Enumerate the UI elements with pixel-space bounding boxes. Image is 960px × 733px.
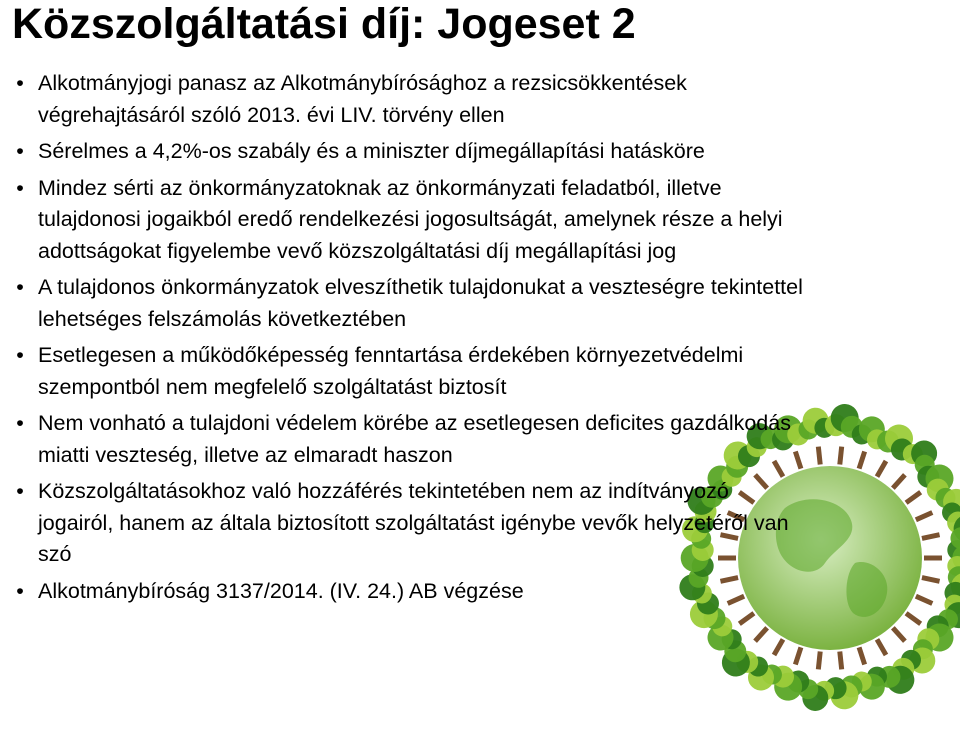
- bullet-icon: •: [16, 411, 24, 435]
- bullet-item: [10, 576, 810, 608]
- bullet-text: Alkotmányjogi panasz az Alkotmánybírósághoz a rezsicsökkentések végrehajtásáról szóló 2013. évi LIV. törvény ellen: [38, 71, 687, 127]
- bullet-icon: •: [16, 175, 24, 200]
- bullet-icon: •: [16, 275, 24, 299]
- bullet-item: [10, 408, 810, 471]
- bullet-item: [10, 68, 810, 131]
- bullet-text: Közszolgáltatásokhoz való hozzáférés tekintetében nem az indítványozó jogairól, hanem az általa biztosított szolgáltatást igénybe vevők helyzetéről van szó: [38, 479, 789, 566]
- bullet-item: [10, 136, 810, 168]
- bullet-text: Sérelmes a 4,2%-os szabály és a miniszter díjmegállapítási hatásköre: [38, 139, 705, 163]
- bullet-icon: •: [16, 578, 24, 603]
- bullet-text: Esetlegesen a működőképesség fenntartása érdekében környezetvédelmi szempontból nem megfelelő szolgáltatást biztosít: [38, 343, 744, 399]
- bullet-icon: •: [16, 71, 24, 95]
- bullet-item: [10, 173, 810, 268]
- bullet-text: Alkotmánybíróság 3137/2014. (IV. 24.) AB végzése: [38, 578, 524, 603]
- bullet-icon: •: [16, 479, 24, 503]
- bullet-list: [10, 68, 810, 607]
- bullet-icon: •: [16, 139, 24, 163]
- bullet-text: Mindez sérti az önkormányzatoknak az önkormányzati feladatból, illetve tulajdonosi jogaikból eredő rendelkezési jogosultságát, amelynek része a helyi adottságokat figyelembe vevő közszolgáltatási díj megállapítási jog: [38, 175, 783, 263]
- bullet-item: [10, 272, 810, 335]
- slide-title: Közszolgáltatási díj: Jogeset 2: [12, 0, 636, 48]
- bullet-icon: •: [16, 343, 24, 367]
- bullet-item: [10, 340, 810, 403]
- bullet-text: A tulajdonos önkormányzatok elveszíthetik tulajdonukat a veszteségre tekintettel lehetséges felszámolás következtében: [38, 275, 803, 331]
- bullet-text: Nem vonható a tulajdoni védelem körébe az esetlegesen deficites gazdálkodás miatti veszteség, illetve az elmaradt haszon: [38, 411, 791, 467]
- bullet-item: [10, 476, 810, 571]
